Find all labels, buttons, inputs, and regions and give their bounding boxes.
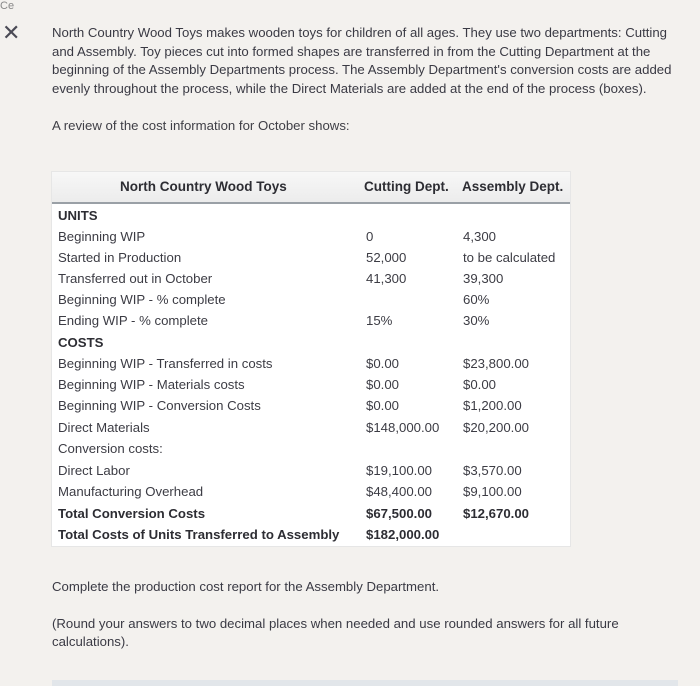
review-line: A review of the cost information for October shows: [52,118,350,134]
assembly-value: 4,300 [463,229,497,244]
cutting-value: $148,000.00 [366,420,440,435]
cutting-value: $182,000.00 [366,527,440,542]
corner-fragment: Ce [0,0,15,12]
row-label: COSTS [58,335,104,350]
cutting-value: $0.00 [366,398,400,413]
row-label: Beginning WIP - Materials costs [58,377,245,392]
row-label: Beginning WIP - Conversion Costs [58,398,261,413]
row-label: Manufacturing Overhead [58,484,204,499]
table-body [52,204,570,546]
row-label: Beginning WIP [58,229,146,244]
row-label: Total Costs of Units Transferred to Assembly [58,527,340,542]
cutting-value: 52,000 [366,250,407,265]
row-label: UNITS [58,208,98,223]
cutting-value: $0.00 [366,356,400,371]
assembly-value: $23,800.00 [463,356,530,371]
row-label: Ending WIP - % complete [58,313,209,328]
assembly-value: $9,100.00 [463,484,522,499]
header-assembly: Assembly Dept. [462,179,564,194]
row-label: Started in Production [58,250,182,265]
row-label: Conversion costs: [58,441,163,456]
instructions [52,578,672,652]
assembly-value: 60% [463,292,490,307]
instruction-line: Complete the production cost report for the Assembly Department. [52,579,440,594]
assembly-value: 39,300 [463,271,504,286]
problem-text [52,24,672,133]
row-label: Direct Labor [58,463,130,478]
table-header [52,172,570,204]
assembly-value: 30% [463,313,490,328]
header-cutting: Cutting Dept. [364,179,449,194]
rounding-note: (Round your answers to two decimal places when needed and use rounded answers for all future calculations). [52,615,619,650]
assembly-value: to be calculated [463,250,556,265]
cutting-value: $67,500.00 [366,506,433,521]
assembly-value: $12,670.00 [463,506,530,521]
answer-area-edge [52,680,678,686]
assembly-value: $3,570.00 [463,463,522,478]
cutting-value: 41,300 [366,271,407,286]
cutting-value: $48,400.00 [366,484,433,499]
intro-paragraph: North Country Wood Toys makes wooden toys for children of all ages. They use two departments: Cutting and Assembly. Toy pieces cut into formed shapes are transferred in from the Cutting Department at the beginning of the Assembly Departments process. The Assembly Department's conversion costs are added evenly throughout the process, while the Direct Materials are added at the end of the process (boxes). [52,25,672,96]
row-label: Transferred out in October [58,271,213,286]
row-label: Beginning WIP - Transferred in costs [58,356,273,371]
row-label: Direct Materials [58,420,150,435]
assembly-value: $1,200.00 [463,398,522,413]
close-icon[interactable]: ✕ [2,20,21,45]
header-company: North Country Wood Toys [120,179,287,194]
cutting-value: $19,100.00 [366,463,433,478]
row-label: Total Conversion Costs [58,506,206,521]
assembly-value: $20,200.00 [463,420,530,435]
cost-info-table [52,172,570,546]
assembly-value: $0.00 [463,377,497,392]
row-label: Beginning WIP - % complete [58,292,226,307]
cutting-value: 0 [366,229,374,244]
cutting-value: 15% [366,313,393,328]
cutting-value: $0.00 [366,377,400,392]
